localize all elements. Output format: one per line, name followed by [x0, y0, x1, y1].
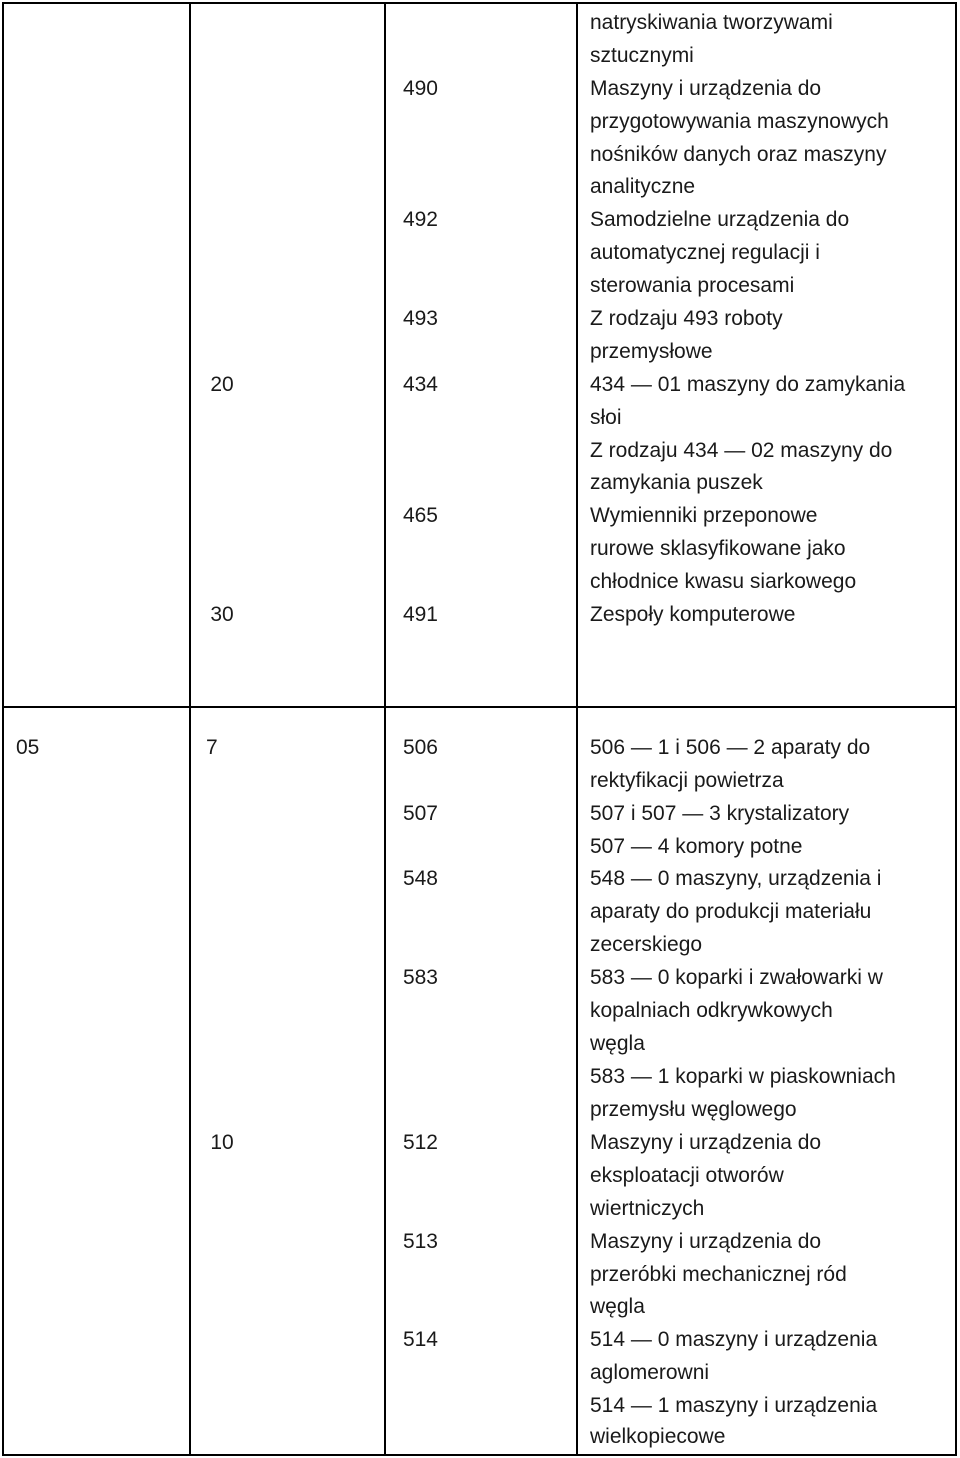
cell-description: 583 — 1 koparki w piaskowniach: [590, 1065, 896, 1088]
cell-description: Zespoły komputerowe: [590, 603, 796, 626]
table-border-bottom: [2, 1454, 957, 1456]
cell-description: 434 — 01 maszyny do zamykania: [590, 373, 906, 396]
cell-description: Wymienniki przeponowe: [590, 504, 818, 527]
table-border-right: [955, 2, 957, 1456]
cell-description: eksploatacji otworów: [590, 1164, 784, 1187]
cell-description: przemysłu węglowego: [590, 1098, 797, 1121]
cell-description: zecerskiego: [590, 933, 703, 956]
cell-description: natryskiwania tworzywami: [590, 11, 833, 34]
cell-description: rektyfikacji powietrza: [590, 769, 784, 792]
cell-description: analityczne: [590, 175, 696, 198]
cell-description: przeróbki mechanicznej ród: [590, 1263, 847, 1286]
cell-code: 512: [402, 1131, 438, 1154]
cell-description: wielkopiecowe: [590, 1425, 726, 1448]
cell-description: sztucznymi: [590, 44, 694, 67]
cell-description: 583 — 0 koparki i zwałowarki w: [590, 966, 883, 989]
cell-description: Samodzielne urządzenia do: [590, 208, 850, 231]
cell-description: 514 — 1 maszyny i urządzenia: [590, 1394, 878, 1417]
table-border-col3: [576, 2, 578, 1456]
table-border-col1: [189, 2, 191, 1456]
cell-description: węgla: [590, 1295, 645, 1318]
cell-description: aglomerowni: [590, 1361, 710, 1384]
cell-description: 514 — 0 maszyny i urządzenia: [590, 1328, 878, 1351]
cell-description: sterowania procesami: [590, 274, 795, 297]
cell-code: 7: [206, 736, 218, 759]
cell-description: słoi: [590, 406, 622, 429]
cell-description: kopalniach odkrywkowych: [590, 999, 833, 1022]
cell-code: 548: [402, 867, 438, 890]
cell-code: 513: [402, 1230, 438, 1253]
cell-description: rurowe sklasyfikowane jako: [590, 537, 846, 560]
cell-description: Z rodzaju 493 roboty: [590, 307, 783, 330]
cell-description: 548 — 0 maszyny, urządzenia i: [590, 867, 882, 890]
cell-description: węgla: [590, 1032, 645, 1055]
cell-code: 514: [402, 1328, 438, 1351]
cell-code: 492: [402, 208, 438, 231]
cell-code: 30: [210, 603, 234, 626]
cell-description: nośników danych oraz maszyny: [590, 143, 887, 166]
cell-description: automatycznej regulacji i: [590, 241, 820, 264]
table-border-top: [2, 2, 957, 4]
cell-description: przygotowywania maszynowych: [590, 110, 889, 133]
cell-code: 490: [402, 77, 438, 100]
cell-code: 491: [402, 603, 438, 626]
cell-description: zamykania puszek: [590, 471, 763, 494]
cell-description: przemysłowe: [590, 340, 713, 363]
cell-description: Maszyny i urządzenia do: [590, 77, 822, 100]
cell-code: 465: [402, 504, 438, 527]
row-separator: [2, 706, 957, 708]
table-border-left: [2, 2, 4, 1456]
cell-code: 434: [402, 373, 438, 396]
cell-code: 20: [210, 373, 234, 396]
cell-description: 507 — 4 komory potne: [590, 835, 803, 858]
cell-code: 10: [210, 1131, 234, 1154]
cell-description: wiertniczych: [590, 1197, 705, 1220]
cell-code: 506: [402, 736, 438, 759]
cell-code: 583: [402, 966, 438, 989]
cell-description: Z rodzaju 434 — 02 maszyny do: [590, 439, 893, 462]
cell-description: 507 i 507 — 3 krystalizatory: [590, 802, 850, 825]
cell-code: 493: [402, 307, 438, 330]
cell-description: aparaty do produkcji materiału: [590, 900, 872, 923]
cell-code: 05: [16, 736, 40, 759]
cell-code: 507: [402, 802, 438, 825]
cell-description: 506 — 1 i 506 — 2 aparaty do: [590, 736, 871, 759]
cell-description: Maszyny i urządzenia do: [590, 1131, 822, 1154]
cell-description: chłodnice kwasu siarkowego: [590, 570, 857, 593]
cell-description: Maszyny i urządzenia do: [590, 1230, 822, 1253]
